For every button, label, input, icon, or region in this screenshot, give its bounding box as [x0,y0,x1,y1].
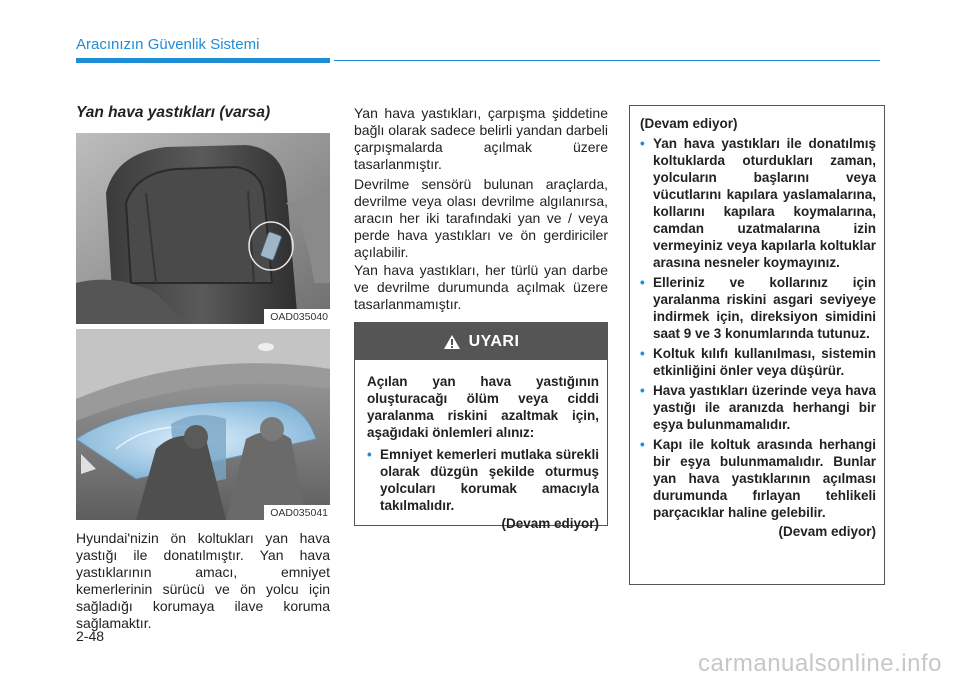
bullet-icon: • [367,447,372,462]
seat-side-airbag-label-icon [76,133,330,324]
bullet-text: Kapı ile koltuk arasında herhangi bir eşya bulunmamalıdır. Bunlar yan hava yastıklarının açılması durumunda fırlayan tehlikeli parçacıklar haline gelebilir. [653,437,876,520]
list-item [640,436,876,521]
bullet-icon: • [640,383,645,398]
continuation-box [629,105,885,585]
side-airbag-deployment-icon [76,329,330,520]
header-accent-bar [76,58,330,63]
photo-code: OAD035040 [264,309,330,324]
continuation-heading: (Devam ediyor) [640,116,738,131]
paragraph-limitations: Yan hava yastıkları, her türlü yan darbe ve devrilme durumunda açılmak üzere tasarlanmamıştır. [354,262,608,312]
bullet-text: Emniyet kemerleri mutlaka sürekli olarak düzgün şekilde oturmuş yolcuları korumak amacıyla takılmalıdır. [380,447,599,513]
list-item [640,274,876,342]
warning-intro: Açılan yan hava yastığının oluşturacağı ölüm veya ciddi yaralanma riskini azaltmak için, aşağıdaki önlemleri alınız: [367,374,599,440]
continued-label: (Devam ediyor) [778,524,876,539]
warning-body [355,360,607,532]
section-heading: Yan hava yastıkları (varsa) [76,104,271,121]
paragraph-rollover: Devrilme sensörü bulunan araçlarda, devrilme veya olası devrilme algılanırsa, aracın her iki tarafındaki yan ve / veya perde hava yastıkları ve ön gerdiriciler açılabilir. [354,176,608,260]
warning-box [354,322,608,531]
paragraph-impact: Yan hava yastıkları, çarpışma şiddetine bağlı olarak sadece belirli yandan darbeli çarpışmalarda açılmak üzere tasarlanmıştır. [354,105,608,172]
section-title: Aracınızın Güvenlik Sistemi [76,36,260,53]
bullet-text: Elleriniz ve kollarınız için yaralanma riskini asgari seviyeye indirmek için, direksiyon simidini saat 9 ve 3 konumlarında tutunuz. [653,275,876,341]
warning-triangle-icon [443,334,461,350]
bullet-text: Hava yastıkları üzerinde veya hava yastığı ile aranızda herhangi bir eşya bulunmamalıdır. [653,383,876,432]
list-item [640,345,876,379]
page-number: 2-48 [76,628,105,644]
intro-paragraph: Hyundai'nizin ön koltukları yan hava yastığı ile donatılmıştır. Yan hava yastıklarının amacı, emniyet kemerlerinin sürücü ve ön yolcu için sağladığı korumaya ilave koruma sağlamaktır. [76,530,330,631]
watermark: carmanualsonline.info [698,650,942,677]
header-rule [334,60,880,61]
seat-airbag-photo [76,133,330,324]
warning-title: UYARI [468,332,520,350]
bullet-icon: • [640,437,645,452]
bullet-icon: • [640,275,645,290]
photo-code: OAD035041 [264,505,330,520]
bullet-icon: • [640,136,645,151]
bullet-text: Koltuk kılıfı kullanılması, sistemin etkinliğini önler veya düşürür. [653,346,876,378]
list-item [640,135,876,271]
airbag-deployment-photo [76,329,330,520]
bullet-icon: • [640,346,645,361]
bullet-text: Yan hava yastıkları ile donatılmış koltuklarda oturdukları zaman, yolcuların başlarını veya vücutlarını kapılara yaslamalarına, kollarını kapılara koymalarına, camdan uzatmalarına izin vermeyiniz veya kapılarla koltuklar arasına nesneler koymayınız. [653,136,876,270]
list-item [640,382,876,433]
warning-header [355,323,607,360]
list-item [367,446,599,514]
continued-label: (Devam ediyor) [501,516,599,531]
